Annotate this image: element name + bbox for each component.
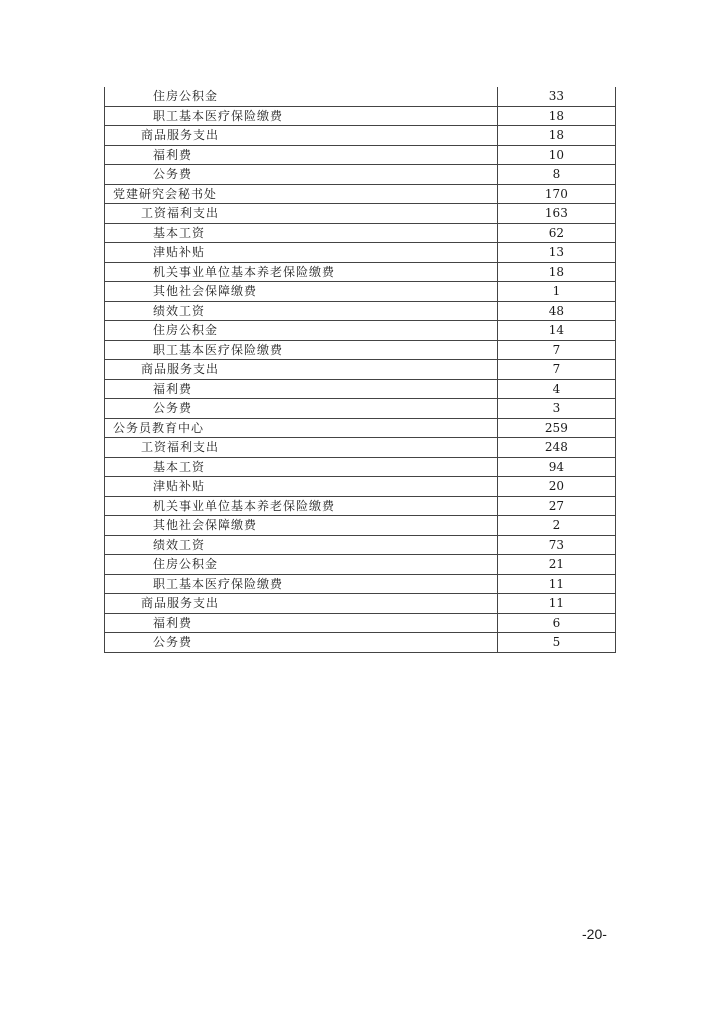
- table-row: [105, 496, 616, 516]
- item-name-cell: [105, 126, 498, 146]
- item-name: 公务费: [153, 401, 193, 416]
- table-row: [105, 574, 616, 594]
- table-row: [105, 516, 616, 536]
- table-row: [105, 145, 616, 165]
- item-name-cell: [105, 535, 498, 555]
- table-row: [105, 340, 616, 360]
- table-row: [105, 477, 616, 497]
- item-name: 工资福利支出: [141, 206, 220, 221]
- item-amount: 48: [497, 301, 615, 321]
- item-name: 津贴补贴: [153, 479, 206, 494]
- item-amount: 18: [497, 106, 615, 126]
- item-name: 福利费: [153, 147, 193, 162]
- item-name: 党建研究会秘书处: [113, 186, 218, 201]
- item-amount: 62: [497, 223, 615, 243]
- item-amount: 248: [497, 438, 615, 458]
- item-name: 基本工资: [153, 225, 206, 240]
- item-name-cell: [105, 87, 498, 106]
- item-name-cell: [105, 399, 498, 419]
- page-number: -20-: [582, 926, 607, 942]
- table-row: [105, 282, 616, 302]
- table-row: [105, 379, 616, 399]
- item-name: 商品服务支出: [141, 362, 220, 377]
- table-row: [105, 360, 616, 380]
- item-name: 住房公积金: [153, 89, 219, 104]
- item-name-cell: [105, 574, 498, 594]
- item-amount: 4: [497, 379, 615, 399]
- item-amount: 21: [497, 555, 615, 575]
- table-row: [105, 184, 616, 204]
- item-amount: 10: [497, 145, 615, 165]
- item-name-cell: [105, 613, 498, 633]
- item-name: 机关事业单位基本养老保险缴费: [153, 264, 336, 279]
- table-row: [105, 126, 616, 146]
- item-name: 其他社会保障缴费: [153, 518, 258, 533]
- item-amount: 6: [497, 613, 615, 633]
- item-name: 机关事业单位基本养老保险缴费: [153, 498, 336, 513]
- item-name-cell: [105, 204, 498, 224]
- item-amount: 73: [497, 535, 615, 555]
- item-amount: 11: [497, 594, 615, 614]
- item-name-cell: [105, 321, 498, 341]
- item-amount: 8: [497, 165, 615, 185]
- item-name: 职工基本医疗保险缴费: [153, 342, 284, 357]
- item-name: 商品服务支出: [141, 596, 220, 611]
- item-name: 公务费: [153, 167, 193, 182]
- table-row: [105, 165, 616, 185]
- item-amount: 5: [497, 633, 615, 653]
- table-row: [105, 594, 616, 614]
- item-name: 福利费: [153, 615, 193, 630]
- item-name: 公务费: [153, 635, 193, 650]
- item-name-cell: [105, 165, 498, 185]
- table-row: [105, 399, 616, 419]
- item-name: 职工基本医疗保险缴费: [153, 576, 284, 591]
- item-name-cell: [105, 145, 498, 165]
- item-name-cell: [105, 633, 498, 653]
- table-row: [105, 633, 616, 653]
- item-amount: 1: [497, 282, 615, 302]
- item-name-cell: [105, 457, 498, 477]
- table-row: [105, 613, 616, 633]
- item-name-cell: [105, 555, 498, 575]
- item-amount: 259: [497, 418, 615, 438]
- item-amount: 11: [497, 574, 615, 594]
- item-name-cell: [105, 106, 498, 126]
- item-name-cell: [105, 594, 498, 614]
- item-name: 绩效工资: [153, 303, 206, 318]
- item-amount: 33: [497, 87, 615, 106]
- item-name: 商品服务支出: [141, 128, 220, 143]
- item-name-cell: [105, 223, 498, 243]
- item-name: 工资福利支出: [141, 440, 220, 455]
- item-name-cell: [105, 360, 498, 380]
- table-row: [105, 535, 616, 555]
- item-name-cell: [105, 243, 498, 263]
- item-name-cell: [105, 379, 498, 399]
- item-name: 住房公积金: [153, 323, 219, 338]
- item-name: 其他社会保障缴费: [153, 284, 258, 299]
- budget-table-body: [105, 87, 616, 652]
- table-row: [105, 457, 616, 477]
- item-name-cell: [105, 438, 498, 458]
- item-name: 福利费: [153, 381, 193, 396]
- item-name: 基本工资: [153, 459, 206, 474]
- table-row: [105, 87, 616, 106]
- item-name: 津贴补贴: [153, 245, 206, 260]
- item-name-cell: [105, 301, 498, 321]
- table-row: [105, 418, 616, 438]
- table-row: [105, 223, 616, 243]
- item-amount: 170: [497, 184, 615, 204]
- item-amount: 7: [497, 360, 615, 380]
- item-amount: 13: [497, 243, 615, 263]
- item-amount: 3: [497, 399, 615, 419]
- item-amount: 20: [497, 477, 615, 497]
- table-row: [105, 438, 616, 458]
- item-amount: 27: [497, 496, 615, 516]
- item-name-cell: [105, 340, 498, 360]
- table-row: [105, 321, 616, 341]
- item-name-cell: [105, 516, 498, 536]
- budget-table: [104, 87, 616, 653]
- item-name: 绩效工资: [153, 537, 206, 552]
- item-name-cell: [105, 496, 498, 516]
- item-name: 住房公积金: [153, 557, 219, 572]
- item-amount: 94: [497, 457, 615, 477]
- item-amount: 163: [497, 204, 615, 224]
- table-row: [105, 204, 616, 224]
- item-name-cell: [105, 418, 498, 438]
- item-amount: 2: [497, 516, 615, 536]
- item-amount: 18: [497, 126, 615, 146]
- table-row: [105, 301, 616, 321]
- item-name-cell: [105, 184, 498, 204]
- item-name: 公务员教育中心: [113, 420, 205, 435]
- table-row: [105, 262, 616, 282]
- item-amount: 18: [497, 262, 615, 282]
- item-name-cell: [105, 262, 498, 282]
- table-row: [105, 555, 616, 575]
- item-amount: 7: [497, 340, 615, 360]
- table-row: [105, 106, 616, 126]
- item-name-cell: [105, 282, 498, 302]
- item-name-cell: [105, 477, 498, 497]
- table-row: [105, 243, 616, 263]
- item-name: 职工基本医疗保险缴费: [153, 108, 284, 123]
- item-amount: 14: [497, 321, 615, 341]
